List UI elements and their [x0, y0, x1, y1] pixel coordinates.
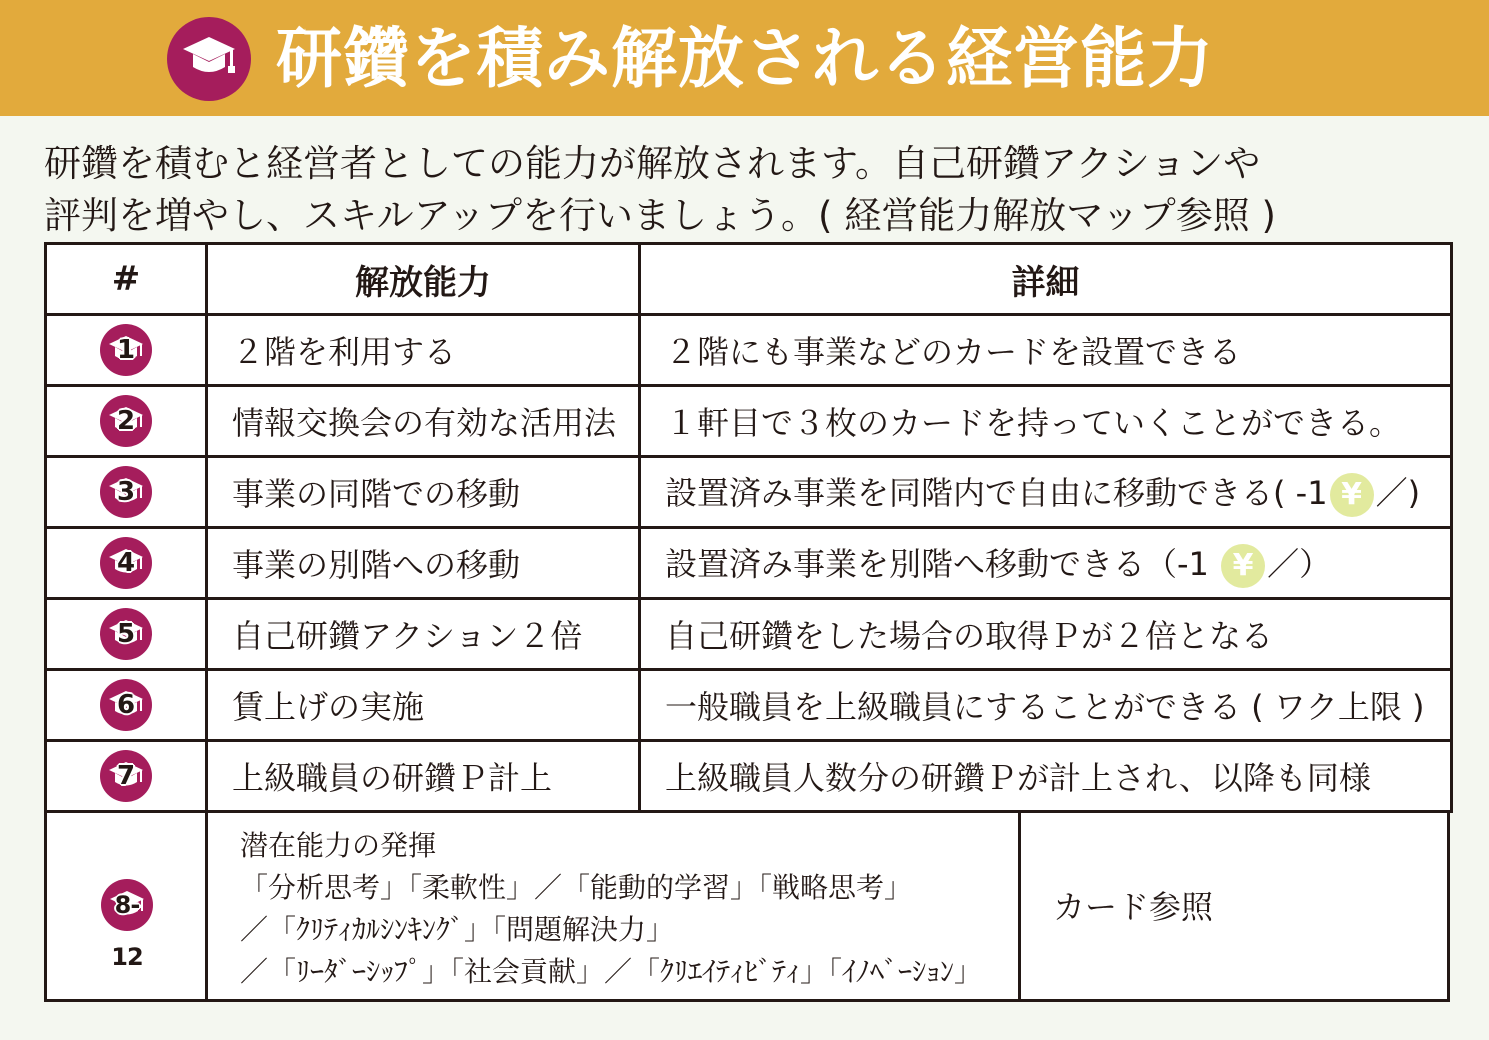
- abilities-table: [44, 242, 1453, 813]
- card-reference-text: カード参照: [1053, 888, 1214, 926]
- row-number: 4: [116, 548, 136, 578]
- graduation-cap-icon: [100, 395, 152, 447]
- table-row: [46, 670, 1452, 741]
- graduation-cap-icon: [100, 324, 152, 376]
- row-number-cell: [46, 528, 207, 599]
- row-number: 2: [116, 406, 136, 436]
- row-number: 6: [116, 690, 136, 720]
- row-number-cell: [46, 386, 207, 457]
- row-number-cell: [46, 315, 207, 386]
- ability-cell: ２階を利用する: [207, 315, 640, 386]
- intro-text: [44, 138, 1464, 242]
- graduation-cap-icon: [100, 608, 152, 660]
- row-number: 1: [116, 335, 136, 365]
- row-number: 3: [116, 477, 136, 507]
- detail-text-suffix: ／): [1375, 473, 1421, 512]
- column-header-num: #: [46, 244, 207, 315]
- table-row: [46, 528, 1452, 599]
- ability-cell: 賃上げの実施: [207, 670, 640, 741]
- graduation-cap-icon: [100, 679, 152, 731]
- ability-cell: 自己研鑽アクション２倍: [207, 599, 640, 670]
- row-number-cell: [46, 741, 207, 812]
- intro-line-2: 評判を増やし、スキルアップを行いましょう。( 経営能力解放マップ参照 ): [44, 194, 1276, 237]
- table-row: [46, 315, 1452, 386]
- row-number-cell: [46, 457, 207, 528]
- detail-cell: 自己研鑽をした場合の取得Ｐが２倍となる: [640, 599, 1452, 670]
- detail-cell: [640, 457, 1452, 528]
- intro-line-1: 研鑽を積むと経営者としての能力が解放されます。自己研鑽アクションや: [44, 142, 1261, 185]
- row-number-cell: [46, 670, 207, 741]
- table-row: [46, 457, 1452, 528]
- ability-cell: [205, 810, 1021, 1002]
- detail-cell: [640, 528, 1452, 599]
- column-header-detail: 詳細: [640, 244, 1452, 315]
- detail-text: 設置済み事業を別階へ移動できる（-1: [665, 544, 1209, 583]
- table-row: [46, 741, 1452, 812]
- ability-cell: 事業の別階への移動: [207, 528, 640, 599]
- list-item: 潜在能力の発揮: [240, 829, 437, 862]
- graduation-cap-icon: [100, 537, 152, 589]
- detail-text-suffix: ／）: [1267, 544, 1332, 583]
- table-row: [46, 386, 1452, 457]
- potential-ability-list: [240, 825, 982, 993]
- yen-icon: ¥: [1330, 473, 1374, 517]
- row-number-cell: [44, 810, 208, 1002]
- graduation-cap-icon: [101, 879, 153, 971]
- page-title: 研鑽を積み解放される経営能力: [276, 20, 1214, 97]
- table-row: [46, 599, 1452, 670]
- column-header-ability: 解放能力: [207, 244, 640, 315]
- detail-cell: ２階にも事業などのカードを設置できる: [640, 315, 1452, 386]
- detail-text: 設置済み事業を同階内で自由に移動できる( -1: [665, 473, 1328, 512]
- row-number: 5: [116, 619, 136, 649]
- detail-cell: 上級職員人数分の研鑽Ｐが計上され、以降も同様: [640, 741, 1452, 812]
- graduation-cap-icon: [100, 750, 152, 802]
- detail-cell: １軒目で３枚のカードを持っていくことができる。: [640, 386, 1452, 457]
- detail-cell: 一般職員を上級職員にすることができる ( ワク上限 ): [640, 670, 1452, 741]
- ability-cell: 上級職員の研鑽Ｐ計上: [207, 741, 640, 812]
- list-item: 「分析思考」「柔軟性」／「能動的学習」「戦略思考」: [240, 871, 913, 904]
- graduation-cap-icon: [167, 17, 251, 101]
- ability-cell: 事業の同階での移動: [207, 457, 640, 528]
- graduation-cap-icon: [100, 466, 152, 518]
- table-header-row: [46, 244, 1452, 315]
- detail-cell: [1018, 810, 1450, 1002]
- row-number: 8-12: [111, 891, 143, 971]
- list-item: ／「ﾘｰﾀﾞｰｼｯﾌﾟ」「社会貢献」／「ｸﾘｴｲﾃｨﾋﾞﾃｨ」「ｲﾉﾍﾞｰｼｮﾝ」: [240, 955, 983, 988]
- row-number: 7: [116, 761, 136, 791]
- ability-cell: 情報交換会の有効な活用法: [207, 386, 640, 457]
- header-banner: [0, 0, 1489, 116]
- table-row-8-12: [44, 810, 1450, 1002]
- row-number-cell: [46, 599, 207, 670]
- list-item: ／「ｸﾘﾃｨｶﾙｼﾝｷﾝｸﾞ」「問題解決力」: [240, 913, 675, 946]
- yen-icon: ¥: [1221, 544, 1265, 588]
